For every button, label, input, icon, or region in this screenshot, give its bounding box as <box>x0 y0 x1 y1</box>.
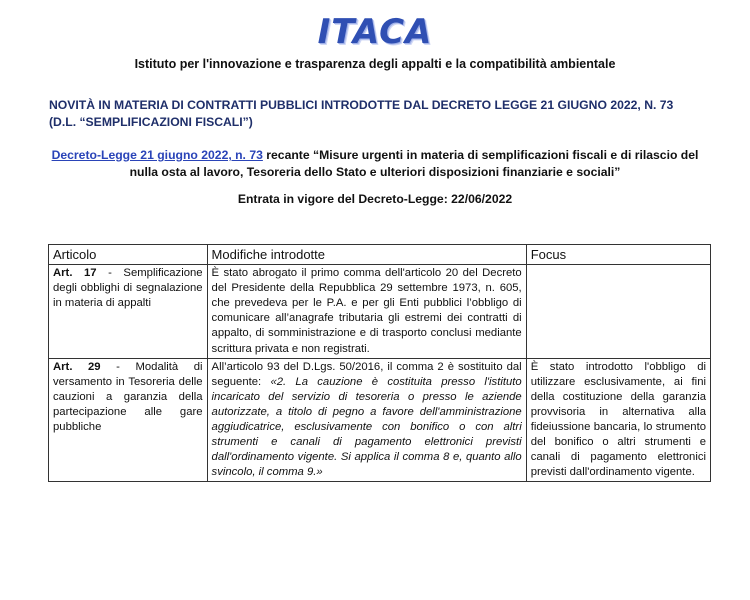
header-focus: Focus <box>526 245 710 265</box>
article-description: - Modalità di versamento in Tesoreria delle cauzioni a garanzia della partecipazione alle gare pubbliche <box>53 360 203 434</box>
table-header-row <box>49 245 711 265</box>
heading-line-1: NOVITÀ IN MATERIA DI CONTRATTI PUBBLICI INTRODOTTE DAL DECRETO LEGGE 21 GIUGNO 2022, N. 73 <box>49 98 674 112</box>
heading-line-2: (D.L. “SEMPLIFICAZIONI FISCALI”) <box>49 115 253 129</box>
table-row <box>49 358 711 482</box>
focus-cell: È stato introdotto l'obbligo di utilizzare esclusivamente, ai fini della costituzione della garanzia provvisoria in alternativa alla fideiussione bancaria, lo strumento del bonifico o altri strumenti e canali di pagamento elettronici previsti dall'ordinamento vigente. <box>526 358 710 482</box>
header-modifiche: Modifiche introdotte <box>207 245 526 265</box>
decree-description <box>40 147 710 181</box>
article-number: Art. 29 <box>53 360 101 373</box>
decree-link[interactable]: Decreto-Legge 21 giugno 2022, n. 73 <box>51 148 263 162</box>
changes-text: All’articolo 93 del D.Lgs. 50/2016, il comma 2 è sostituito dal seguente: <box>211 360 522 388</box>
changes-quote: «2. La cauzione è costituita presso l'istituto incaricato del servizio di tesoreria o presso le aziende autorizzate, a titolo di pegno a favore dell'amministrazione aggiudicatrice, esclusivamente con bonifico o con altri strumenti e canali di pagamento elettronici previsti dall'ordinamento vigente. Si applica il comma 8 e, quanto allo svincolo, il comma 9.» <box>211 375 522 479</box>
institute-subtitle: Istituto per l'innovazione e trasparenza degli appalti e la compatibilità ambientale <box>134 57 616 71</box>
article-number: Art. 17 <box>53 267 97 280</box>
entry-into-force: Entrata in vigore del Decreto-Legge: 22/06/2022 <box>237 192 513 206</box>
decree-text: recante “Misure urgenti in materia di semplificazioni fiscali e di rilascio del nulla osta al lavoro, Tesoreria dello Stato e ulteriori disposizioni finanziarie e sociali” <box>129 148 699 179</box>
article-cell <box>49 265 208 359</box>
document-heading <box>49 97 729 131</box>
article-description: - Semplificazione degli obblighi di segnalazione in materia di appalti <box>53 267 203 310</box>
table-row <box>49 265 711 359</box>
changes-table <box>48 244 711 482</box>
article-cell <box>49 358 208 482</box>
changes-cell <box>207 358 526 482</box>
itaca-logo: ITACA <box>317 12 433 52</box>
focus-cell <box>526 265 710 359</box>
header-articolo: Articolo <box>49 245 208 265</box>
changes-text: È stato abrogato il primo comma dell'articolo 20 del Decreto del Presidente della Repubblica 29 settembre 1973, n. 605, che prevedeva per le P.A. e per gli Enti pubblici l’obbligo di comunicare all’anagrafe tributaria gli estremi dei contratti di appalto, di somministrazione e di trasporto conclusi mediante scrittura privata e non registrati. <box>211 267 522 355</box>
changes-cell <box>207 265 526 359</box>
